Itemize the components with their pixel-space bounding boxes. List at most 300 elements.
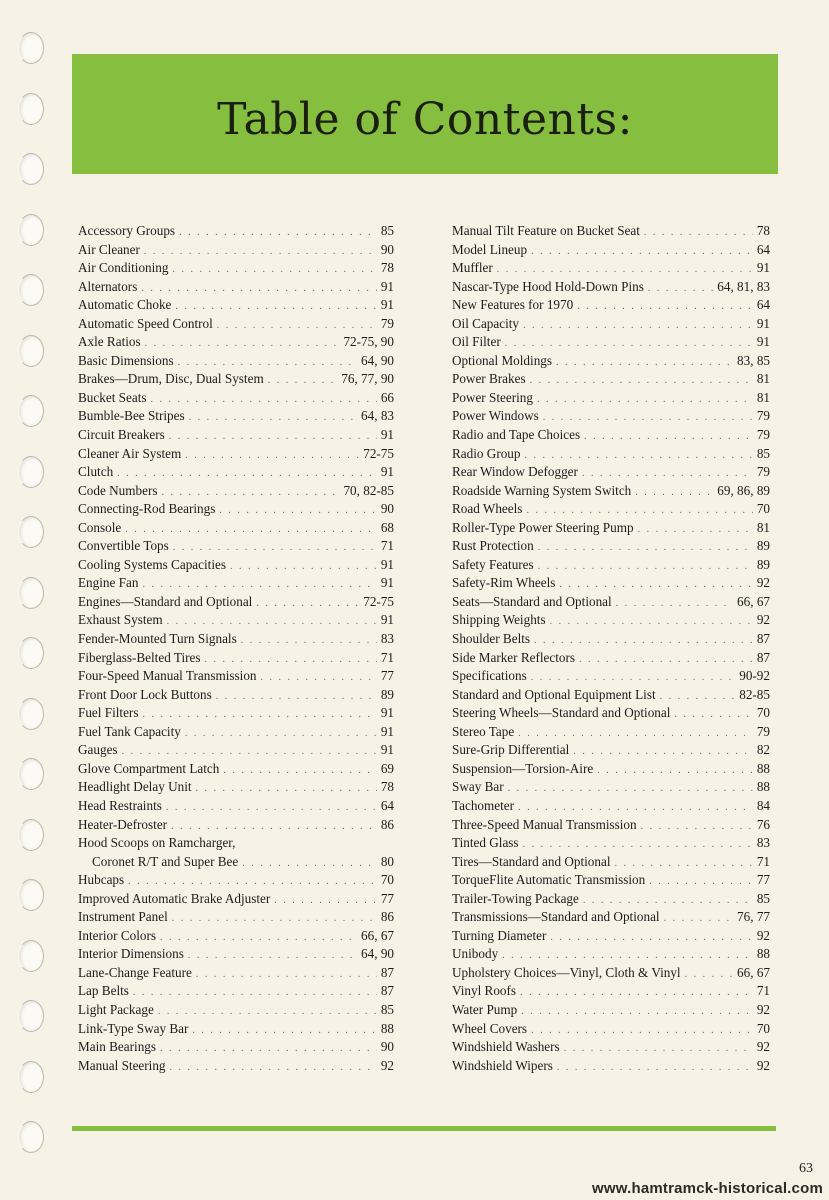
- dot-leader: [158, 1003, 377, 1022]
- punch-hole: [18, 395, 44, 427]
- dot-leader: [274, 892, 377, 911]
- punch-hole: [18, 577, 44, 609]
- dot-leader: [531, 243, 753, 262]
- dot-leader: [520, 984, 753, 1003]
- toc-entry: [78, 426, 394, 445]
- toc-entry: [78, 778, 394, 797]
- toc-entry: [78, 871, 394, 890]
- dot-leader: [188, 947, 357, 966]
- dot-leader: [648, 280, 713, 299]
- toc-entry-title: Oil Capacity: [452, 315, 520, 331]
- toc-entry-pages: 77: [380, 668, 394, 684]
- toc-entry-title: Shipping Weights: [452, 612, 546, 628]
- toc-entry-pages: 84: [756, 797, 770, 813]
- dot-leader: [268, 372, 338, 391]
- toc-entry-title: Power Brakes: [452, 371, 526, 387]
- dot-leader: [261, 669, 377, 688]
- punch-hole: [18, 637, 44, 669]
- toc-entry-pages: 72-75: [363, 445, 394, 461]
- toc-entry-title: Stereo Tape: [452, 723, 515, 739]
- toc-entry-pages: 79: [756, 723, 770, 739]
- toc-entry-pages: 80: [380, 853, 394, 869]
- toc-entry-pages: 92: [756, 1001, 770, 1017]
- toc-entry-pages: 78: [380, 260, 394, 276]
- toc-entry-pages: 91: [380, 427, 394, 443]
- dot-leader: [166, 799, 377, 818]
- toc-entry: [452, 630, 770, 649]
- page-title: Table of Contents:: [217, 93, 633, 145]
- toc-entry-title: Trailer-Towing Package: [452, 890, 579, 906]
- toc-entry-title: Four-Speed Manual Transmission: [78, 668, 257, 684]
- toc-entry-title: Heater-Defroster: [78, 816, 168, 832]
- punch-hole: [18, 758, 44, 790]
- toc-entry-pages: 71: [380, 649, 394, 665]
- toc-entry-title: Muffler: [452, 260, 493, 276]
- toc-entry-pages: 68: [380, 519, 394, 535]
- toc-entry: [452, 241, 770, 260]
- toc-entry-title: Air Cleaner: [78, 241, 140, 257]
- toc-entry-pages: 70: [756, 501, 770, 517]
- toc-entry: [78, 723, 394, 742]
- toc-entry-title: Three-Speed Manual Transmission: [452, 816, 637, 832]
- toc-entry: [452, 537, 770, 556]
- toc-entry: [452, 1038, 770, 1057]
- toc-entry: [78, 593, 394, 612]
- toc-entry-title: Nascar-Type Hood Hold-Down Pins: [452, 278, 644, 294]
- toc-entry-title: Gauges: [78, 742, 118, 758]
- toc-entry: [78, 574, 394, 593]
- toc-entry-pages: 91: [380, 742, 394, 758]
- toc-entry-title: Optional Moldings: [452, 352, 553, 368]
- toc-entry: [452, 389, 770, 408]
- toc-entry-title: Standard and Optional Equipment List: [452, 686, 656, 702]
- toc-entry: [78, 463, 394, 482]
- toc-entry-title: Specifications: [452, 668, 527, 684]
- toc-entry: [78, 890, 394, 909]
- punch-hole: [18, 819, 44, 851]
- toc-entry-title: Instrument Panel: [78, 909, 168, 925]
- binder-punch-holes: [0, 0, 60, 1200]
- dot-leader: [160, 1040, 377, 1059]
- toc-entry: [78, 611, 394, 630]
- toc-entry-pages: 85: [756, 445, 770, 461]
- toc-entry: [78, 982, 394, 1001]
- dot-leader: [170, 1059, 377, 1078]
- toc-entry: [78, 945, 394, 964]
- toc-entry-pages: 86: [380, 909, 394, 925]
- toc-entry: [452, 778, 770, 797]
- dot-leader: [223, 762, 376, 781]
- punch-hole: [18, 1121, 44, 1153]
- toc-entry-pages: 91: [380, 575, 394, 591]
- toc-entry-pages: 92: [756, 612, 770, 628]
- toc-entry-title: Light Package: [78, 1001, 154, 1017]
- dot-leader: [160, 929, 357, 948]
- toc-entry: [452, 426, 770, 445]
- toc-entry-title: Bucket Seats: [78, 389, 147, 405]
- toc-entry-title: Alternators: [78, 278, 138, 294]
- toc-entry: [452, 574, 770, 593]
- toc-entry: [78, 315, 394, 334]
- toc-entry: [78, 927, 394, 946]
- dot-leader: [192, 1022, 376, 1041]
- dot-leader: [641, 818, 753, 837]
- toc-entry-title: Interior Dimensions: [78, 946, 184, 962]
- toc-entry: [452, 1020, 770, 1039]
- dot-leader: [169, 428, 377, 447]
- toc-entry-pages: 89: [756, 556, 770, 572]
- toc-entry-title: Glove Compartment Latch: [78, 760, 220, 776]
- toc-entry-pages: 87: [380, 983, 394, 999]
- dot-leader: [189, 409, 357, 428]
- toc-entry-pages: 77: [756, 872, 770, 888]
- toc-entry-title: Cleaner Air System: [78, 445, 182, 461]
- toc-entry: [452, 593, 770, 612]
- dot-leader: [241, 632, 377, 651]
- punch-hole: [18, 456, 44, 488]
- toc-entry-pages: 70: [756, 705, 770, 721]
- toc-entry-title: Shoulder Belts: [452, 631, 531, 647]
- toc-entry-pages: 64, 81, 83: [717, 278, 770, 294]
- toc-entry-pages: 81: [756, 389, 770, 405]
- toc-entry-title: Convertible Tops: [78, 538, 169, 554]
- toc-entry-pages: 89: [756, 538, 770, 554]
- toc-entry-pages: 76, 77, 90: [341, 371, 394, 387]
- toc-entry: [78, 816, 394, 835]
- toc-entry-pages: 64, 83: [361, 408, 394, 424]
- toc-entry-pages: 66, 67: [361, 927, 394, 943]
- toc-entry-pages: 92: [756, 927, 770, 943]
- toc-entry-pages: 91: [380, 556, 394, 572]
- toc-entry-title: Radio Group: [452, 445, 521, 461]
- toc-entry: [452, 704, 770, 723]
- toc-entry-title: Automatic Choke: [78, 297, 172, 313]
- dot-leader: [573, 743, 753, 762]
- toc-entry-title: Hood Scoops on Ramcharger,: [78, 835, 236, 851]
- toc-entry-pages: 83: [756, 835, 770, 851]
- toc-entry-title: Axle Ratios: [78, 334, 141, 350]
- footer-rule: [72, 1126, 776, 1131]
- toc-entry-pages: 88: [756, 946, 770, 962]
- toc-entry-title: Vinyl Roofs: [452, 983, 517, 999]
- toc-entry-title: Improved Automatic Brake Adjuster: [78, 890, 271, 906]
- toc-entry-pages: 85: [380, 223, 394, 238]
- toc-entry-title: Main Bearings: [78, 1039, 157, 1055]
- toc-entry-title: Side Marker Reflectors: [452, 649, 576, 665]
- toc-entry-title: Engine Fan: [78, 575, 139, 591]
- toc-entry-pages: 87: [756, 631, 770, 647]
- toc-entry-pages: 82-85: [739, 686, 770, 702]
- toc-entry-title: Coronet R/T and Super Bee: [92, 853, 239, 869]
- toc-entry-title: Windshield Wipers: [452, 1057, 553, 1073]
- toc-entry-pages: 82: [756, 742, 770, 758]
- page-number: 63: [799, 1161, 813, 1176]
- toc-entry: [452, 927, 770, 946]
- toc-entry: [78, 407, 394, 426]
- toc-entry: [78, 259, 394, 278]
- toc-entry-title: Interior Colors: [78, 927, 157, 943]
- dot-leader: [144, 243, 377, 262]
- toc-entry-title: Tinted Glass: [452, 835, 519, 851]
- dot-leader: [172, 910, 377, 929]
- toc-entry-title: Windshield Washers: [452, 1039, 560, 1055]
- toc-entry-title: Safety Features: [452, 556, 534, 572]
- toc-entry-title: Air Conditioning: [78, 260, 169, 276]
- toc-entry-title: Sway Bar: [452, 779, 504, 795]
- toc-entry: [78, 556, 394, 575]
- toc-entry-title: Fuel Filters: [78, 705, 139, 721]
- toc-entry: [78, 667, 394, 686]
- toc-entry: [78, 649, 394, 668]
- toc-entry: [78, 1001, 394, 1020]
- toc-entry: [78, 482, 394, 501]
- toc-entry: [452, 1001, 770, 1020]
- toc-entry: [78, 296, 394, 315]
- toc-entry-title: Roadside Warning System Switch: [452, 482, 632, 498]
- toc-entry-pages: 85: [756, 890, 770, 906]
- dot-leader: [230, 558, 377, 577]
- dot-leader: [537, 391, 753, 410]
- toc-entry-title: Model Lineup: [452, 241, 528, 257]
- toc-entry-pages: 70: [380, 872, 394, 888]
- toc-entry: [78, 445, 394, 464]
- toc-entry-pages: 70, 82-85: [343, 482, 394, 498]
- toc-entry-pages: 88: [756, 779, 770, 795]
- toc-entry-title: Cooling Systems Capacities: [78, 556, 226, 572]
- toc-entry-title: Tachometer: [452, 797, 515, 813]
- toc-entry-pages: 92: [380, 1057, 394, 1073]
- punch-hole: [18, 93, 44, 125]
- toc-entry-pages: 64: [756, 297, 770, 313]
- toc-entry-title: Radio and Tape Choices: [452, 427, 581, 443]
- toc-entry-pages: 91: [756, 315, 770, 331]
- toc-entry: [452, 556, 770, 575]
- toc-entry-title: Road Wheels: [452, 501, 523, 517]
- toc-entry-pages: 92: [756, 1039, 770, 1055]
- toc-entry-title: Power Steering: [452, 389, 533, 405]
- toc-entry-title: Automatic Speed Control: [78, 315, 213, 331]
- punch-hole: [18, 32, 44, 64]
- toc-entry-title: Lap Belts: [78, 983, 129, 999]
- toc-entry: [78, 908, 394, 927]
- dot-leader: [635, 484, 713, 503]
- toc-entry-pages: 91: [380, 723, 394, 739]
- dot-leader: [597, 762, 753, 781]
- toc-entry-title: Fiberglass-Belted Tires: [78, 649, 201, 665]
- dot-leader: [508, 780, 753, 799]
- toc-entry: [452, 871, 770, 890]
- toc-entry-pages: 79: [756, 464, 770, 480]
- toc-entry: [452, 278, 770, 297]
- toc-entry-pages: 64, 90: [361, 352, 394, 368]
- toc-entry-title: New Features for 1970: [452, 297, 574, 313]
- punch-hole: [18, 214, 44, 246]
- toc-entry-title: Manual Steering: [78, 1057, 166, 1073]
- toc-entry: [78, 370, 394, 389]
- toc-entry-pages: 91: [380, 297, 394, 313]
- toc-entry-title: Seats—Standard and Optional: [452, 593, 612, 609]
- toc-entry-pages: 77: [380, 890, 394, 906]
- toc-entry: [452, 296, 770, 315]
- toc-entry-title: Rust Protection: [452, 538, 534, 554]
- toc-entry-pages: 69: [380, 760, 394, 776]
- dot-leader: [538, 539, 753, 558]
- dot-leader: [550, 929, 752, 948]
- toc-entry: [78, 704, 394, 723]
- dot-leader: [538, 558, 753, 577]
- toc-entry: [452, 908, 770, 927]
- toc-entry: [78, 519, 394, 538]
- toc-entry-pages: 90: [380, 241, 394, 257]
- dot-leader: [638, 521, 753, 540]
- toc-entry-pages: 66, 67: [737, 593, 770, 609]
- toc-entry-title: Console: [78, 519, 122, 535]
- dot-leader: [577, 298, 753, 317]
- toc-entry-title: Transmissions—Standard and Optional: [452, 909, 660, 925]
- toc-entry: [452, 1057, 770, 1076]
- toc-entry-title: Front Door Lock Buttons: [78, 686, 212, 702]
- toc-entry-title: Upholstery Choices—Vinyl, Cloth & Vinyl: [452, 964, 681, 980]
- toc-entry: [452, 482, 770, 501]
- toc-entry: [452, 686, 770, 705]
- toc-entry: [78, 278, 394, 297]
- punch-hole: [18, 274, 44, 306]
- punch-hole: [18, 940, 44, 972]
- toc-entry-title: Sure-Grip Differential: [452, 742, 570, 758]
- dot-leader: [531, 1022, 753, 1041]
- punch-hole: [18, 153, 44, 185]
- toc-entry: [452, 816, 770, 835]
- toc-entry-pages: 90: [380, 501, 394, 517]
- dot-leader: [185, 447, 359, 466]
- toc-entry-title: Exhaust System: [78, 612, 163, 628]
- toc-entry-pages: 70: [756, 1020, 770, 1036]
- dot-leader: [660, 688, 736, 707]
- dot-leader: [644, 224, 753, 243]
- toc-entry-title: Head Restraints: [78, 797, 162, 813]
- toc-entry-title: Basic Dimensions: [78, 352, 174, 368]
- dot-leader: [530, 372, 753, 391]
- toc-entry-pages: 91: [380, 705, 394, 721]
- dot-leader: [616, 595, 733, 614]
- toc-entry-title: Connecting-Rod Bearings: [78, 501, 216, 517]
- toc-entry: [78, 352, 394, 371]
- toc-entry-title: Fender-Mounted Turn Signals: [78, 631, 237, 647]
- punch-hole: [18, 879, 44, 911]
- toc-entry-pages: 66, 67: [737, 964, 770, 980]
- dot-leader: [584, 428, 753, 447]
- toc-entry: [78, 222, 394, 241]
- toc-entry-title: Hubcaps: [78, 872, 125, 888]
- dot-leader: [256, 595, 359, 614]
- toc-entry: [452, 259, 770, 278]
- toc-entry: [78, 630, 394, 649]
- dot-leader: [557, 1059, 753, 1078]
- toc-entry-title: Steering Wheels—Standard and Optional: [452, 705, 671, 721]
- toc-entry: [78, 741, 394, 760]
- toc-entry-pages: 71: [756, 983, 770, 999]
- toc-right-column: [452, 222, 770, 1075]
- toc-entry: [78, 1057, 394, 1076]
- dot-leader: [579, 651, 753, 670]
- toc-entry: [452, 649, 770, 668]
- punch-hole: [18, 698, 44, 730]
- watermark: www.hamtramck-historical.com: [592, 1180, 823, 1197]
- dot-leader: [179, 224, 377, 243]
- toc-entry-pages: 83: [380, 631, 394, 647]
- toc-entry-title: Code Numbers: [78, 482, 158, 498]
- toc-entry-title: Tires—Standard and Optional: [452, 853, 611, 869]
- toc-entry-pages: 64, 90: [361, 946, 394, 962]
- toc-entry-pages: 64: [380, 797, 394, 813]
- toc-entry-pages: 89: [380, 686, 394, 702]
- toc-entry: [78, 834, 394, 853]
- dot-leader: [196, 780, 377, 799]
- dot-leader: [685, 966, 733, 985]
- toc-left-column: [78, 222, 394, 1075]
- punch-hole: [18, 1061, 44, 1093]
- toc-entry-title: Engines—Standard and Optional: [78, 593, 253, 609]
- toc-entry: [78, 964, 394, 983]
- toc-entry-title: Safety-Rim Wheels: [452, 575, 556, 591]
- toc-entry-pages: 72-75, 90: [343, 334, 394, 350]
- toc-entry-title: Bumble-Bee Stripes: [78, 408, 185, 424]
- toc-entry-pages: 87: [756, 649, 770, 665]
- toc-entry: [452, 760, 770, 779]
- toc-entry: [452, 611, 770, 630]
- toc-entry-title: Power Windows: [452, 408, 539, 424]
- toc-entry-pages: 88: [756, 760, 770, 776]
- toc-entry: [452, 890, 770, 909]
- dot-leader: [216, 688, 377, 707]
- toc-entry-title: Accessory Groups: [78, 223, 176, 238]
- toc-entry-pages: 90-92: [739, 668, 770, 684]
- toc-entry-title: Water Pump: [452, 1001, 518, 1017]
- toc-entry: [452, 352, 770, 371]
- toc-entry: [78, 686, 394, 705]
- toc-entry: [452, 667, 770, 686]
- dot-leader: [521, 1003, 753, 1022]
- toc-entry-pages: 71: [380, 538, 394, 554]
- toc-entry-title: Rear Window Defogger: [452, 464, 578, 480]
- dot-leader: [196, 966, 377, 985]
- toc-entry-pages: 87: [380, 964, 394, 980]
- toc-entry-pages: 72-75: [363, 593, 394, 609]
- toc-entry-pages: 76: [756, 816, 770, 832]
- toc-entry: [452, 519, 770, 538]
- toc-entry: [452, 741, 770, 760]
- toc-entry-pages: 78: [380, 779, 394, 795]
- toc-entry: [452, 797, 770, 816]
- toc-entry-pages: 79: [756, 408, 770, 424]
- dot-leader: [172, 261, 376, 280]
- toc-entry: [452, 853, 770, 872]
- toc-entry-pages: 91: [756, 260, 770, 276]
- toc-entry: [452, 964, 770, 983]
- toc-entry-pages: 91: [756, 334, 770, 350]
- dot-leader: [242, 855, 377, 874]
- dot-leader: [674, 706, 752, 725]
- toc-entry: [78, 760, 394, 779]
- toc-entry-title: TorqueFlite Automatic Transmission: [452, 872, 646, 888]
- toc-entry-pages: 91: [380, 612, 394, 628]
- header-band: [72, 54, 778, 174]
- dot-leader: [523, 317, 753, 336]
- toc-entry-pages: 69, 86, 89: [717, 482, 770, 498]
- toc-entry: [452, 500, 770, 519]
- punch-hole: [18, 516, 44, 548]
- toc-entry-pages: 92: [756, 575, 770, 591]
